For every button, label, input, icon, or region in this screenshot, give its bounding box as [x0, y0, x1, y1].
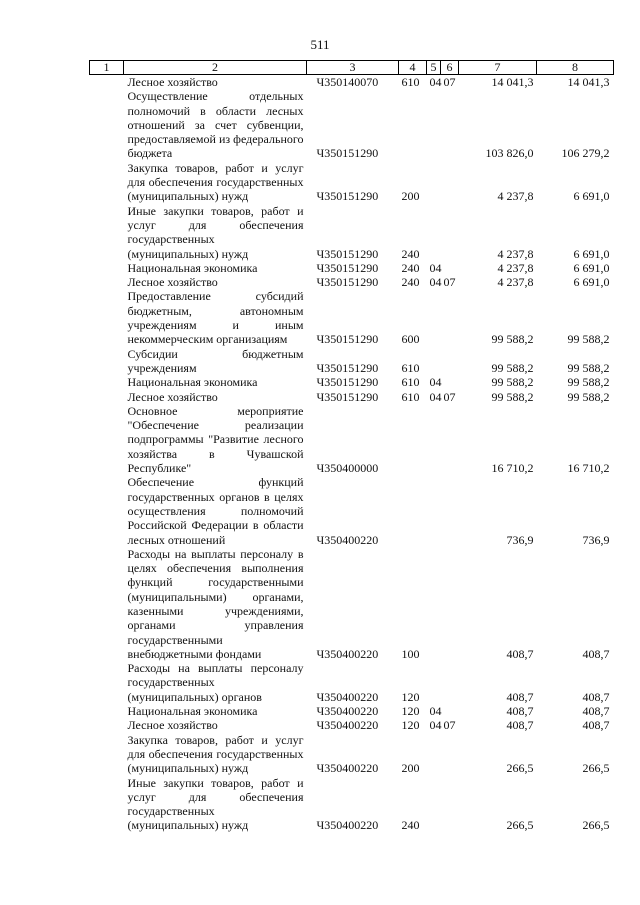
subsection-cell: [441, 733, 459, 776]
amount-year1-cell: 266,5: [506, 818, 534, 833]
column-header-1: 1: [90, 61, 124, 75]
item-name-cell: Лесное хозяйство: [127, 75, 218, 89]
amount-year1-cell: 4 237,8: [497, 260, 534, 275]
amount-year1-cell: 4 237,8: [497, 189, 534, 204]
row-index-cell: [90, 390, 124, 404]
row-index-cell: [90, 261, 124, 275]
expense-type-cell: [399, 475, 427, 546]
target-code-cell: Ч350400220: [316, 646, 379, 661]
table-row: [90, 547, 614, 661]
expense-type-cell: 120: [401, 689, 420, 704]
row-index-cell: [90, 275, 124, 289]
subsection-cell: [441, 261, 459, 275]
amount-year1-cell: 99 588,2: [491, 332, 534, 347]
target-code-cell: Ч350151290: [316, 146, 379, 161]
amount-year2-cell: 16 710,2: [567, 461, 610, 476]
table-row: [90, 404, 614, 475]
section-cell: [427, 404, 441, 475]
item-name-cell: Закупка товаров, работ и услуг для обеспечения государственных (муниципальных) нужд: [127, 732, 304, 776]
section-cell: [427, 289, 441, 346]
amount-year2-cell: 106 279,2: [561, 146, 610, 161]
amount-year2-cell: 408,7: [582, 646, 610, 661]
amount-year1-cell: 99 588,2: [491, 389, 534, 404]
column-header-6: 6: [441, 61, 459, 75]
amount-year1-cell: 103 826,0: [485, 146, 534, 161]
item-name-cell: Лесное хозяйство: [127, 275, 218, 290]
item-name-cell: Национальная экономика: [127, 704, 258, 719]
table-row: [90, 704, 614, 718]
section-cell: 04: [429, 260, 442, 275]
table-row: [90, 733, 614, 776]
amount-year1-cell: 408,7: [506, 718, 534, 733]
section-cell: [427, 161, 441, 204]
row-index-cell: [90, 289, 124, 346]
table-body: [90, 75, 614, 833]
table-row: [90, 776, 614, 833]
amount-year1-cell: 99 588,2: [491, 360, 534, 375]
subsection-cell: [441, 704, 459, 718]
subsection-cell: [441, 89, 459, 160]
budget-table: [89, 60, 614, 833]
amount-year2-cell: 266,5: [582, 818, 610, 833]
amount-year1-cell: 99 588,2: [491, 375, 534, 390]
section-cell: [427, 347, 441, 376]
target-code-cell: Ч350400220: [316, 704, 379, 719]
item-name-cell: Иные закупки товаров, работ и услуг для обеспечения государственных (муниципальных) нужд: [127, 203, 304, 261]
amount-year1-cell: 408,7: [506, 646, 534, 661]
target-code-cell: Ч350400220: [316, 689, 379, 704]
section-cell: [427, 733, 441, 776]
table-row: [90, 204, 614, 261]
amount-year2-cell: 266,5: [582, 761, 610, 776]
column-header-3: 3: [307, 61, 399, 75]
table-row: [90, 161, 614, 204]
target-code-cell: Ч350151290: [316, 246, 379, 261]
expense-type-cell: 120: [401, 718, 420, 733]
item-name-cell: Расходы на выплаты персоналу в целях обеспечения выполнения функций государственными (муниципальными) органами, казенными учреждениями, органами управления государственными внебюджетными фондами: [127, 546, 304, 661]
row-index-cell: [90, 776, 124, 833]
table-row: [90, 275, 614, 289]
amount-year2-cell: 6 691,0: [573, 275, 610, 290]
section-cell: 04: [429, 375, 442, 390]
target-code-cell: Ч350400220: [316, 818, 379, 833]
section-cell: 04: [429, 704, 442, 719]
amount-year1-cell: 4 237,8: [497, 246, 534, 261]
row-index-cell: [90, 733, 124, 776]
amount-year2-cell: 408,7: [582, 704, 610, 719]
expense-type-cell: 610: [401, 375, 420, 390]
table-row: [90, 261, 614, 275]
row-index-cell: [90, 547, 124, 661]
amount-year1-cell: 14 041,3: [491, 75, 534, 89]
target-code-cell: Ч350151290: [316, 389, 379, 404]
amount-year1-cell: 736,9: [506, 532, 534, 547]
amount-year1-cell: 16 710,2: [491, 461, 534, 476]
section-cell: [427, 661, 441, 704]
table-row: [90, 89, 614, 160]
column-header-2: 2: [124, 61, 307, 75]
expense-type-cell: 240: [401, 275, 420, 290]
amount-year2-cell: 408,7: [582, 689, 610, 704]
subsection-cell: [441, 661, 459, 704]
table-header-row: [90, 61, 614, 75]
item-name-cell: Обеспечение функций государственных органов в целях осуществления полномочий Российской Федерации в области лесных отношений: [127, 475, 304, 547]
row-index-cell: [90, 89, 124, 160]
amount-year2-cell: 6 691,0: [573, 260, 610, 275]
subsection-cell: [441, 547, 459, 661]
table-row: [90, 661, 614, 704]
item-name-cell: Основное мероприятие "Обеспечение реализации подпрограммы "Развитие лесного хозяйства в Чувашской Республике": [127, 403, 304, 476]
row-index-cell: [90, 75, 124, 90]
expense-type-cell: 240: [401, 260, 420, 275]
table-row: [90, 75, 614, 90]
amount-year1-cell: 266,5: [506, 761, 534, 776]
column-header-5: 5: [427, 61, 441, 75]
page-number: 511: [310, 37, 330, 52]
row-index-cell: [90, 161, 124, 204]
subsection-cell: [441, 375, 459, 389]
section-cell: [427, 204, 441, 261]
column-header-8: 8: [537, 61, 614, 75]
amount-year2-cell: 99 588,2: [567, 360, 610, 375]
item-name-cell: Расходы на выплаты персоналу государственных (муниципальных) органов: [127, 661, 304, 704]
expense-type-cell: 610: [401, 75, 420, 89]
expense-type-cell: 100: [401, 646, 420, 661]
subsection-cell: 07: [443, 718, 456, 733]
amount-year2-cell: 99 588,2: [567, 375, 610, 390]
row-index-cell: [90, 475, 124, 546]
row-index-cell: [90, 704, 124, 718]
section-cell: 04: [429, 389, 442, 404]
section-cell: 04: [429, 718, 442, 733]
section-cell: [427, 547, 441, 661]
target-code-cell: Ч350400220: [316, 532, 379, 547]
subsection-cell: 07: [443, 75, 456, 89]
item-name-cell: Лесное хозяйство: [127, 718, 218, 733]
target-code-cell: Ч350151290: [316, 332, 379, 347]
amount-year2-cell: 99 588,2: [567, 389, 610, 404]
expense-type-cell: 600: [401, 332, 420, 347]
target-code-cell: Ч350151290: [316, 360, 379, 375]
amount-year1-cell: 4 237,8: [497, 275, 534, 290]
item-name-cell: Национальная экономика: [127, 260, 258, 275]
subsection-cell: 07: [443, 275, 456, 290]
table-row: [90, 347, 614, 376]
item-name-cell: Национальная экономика: [127, 375, 258, 390]
section-cell: 04: [429, 75, 442, 89]
expense-type-cell: 200: [401, 761, 420, 776]
table-row: [90, 718, 614, 732]
expense-type-cell: 610: [401, 389, 420, 404]
section-cell: [427, 475, 441, 546]
amount-year2-cell: 736,9: [582, 532, 610, 547]
expense-type-cell: 120: [401, 704, 420, 719]
subsection-cell: [441, 204, 459, 261]
subsection-cell: 07: [443, 389, 456, 404]
amount-year2-cell: 14 041,3: [567, 75, 610, 89]
subsection-cell: [441, 347, 459, 376]
subsection-cell: [441, 289, 459, 346]
expense-type-cell: [399, 89, 427, 160]
amount-year2-cell: 99 588,2: [567, 332, 610, 347]
table-row: [90, 289, 614, 346]
target-code-cell: Ч350400220: [316, 718, 379, 733]
expense-type-cell: [399, 404, 427, 475]
subsection-cell: [441, 776, 459, 833]
amount-year2-cell: 6 691,0: [573, 189, 610, 204]
row-index-cell: [90, 661, 124, 704]
target-code-cell: Ч350400220: [316, 761, 379, 776]
item-name-cell: Иные закупки товаров, работ и услуг для обеспечения государственных (муниципальных) нужд: [127, 775, 304, 833]
item-name-cell: Лесное хозяйство: [127, 389, 218, 404]
expense-type-cell: 200: [401, 189, 420, 204]
row-index-cell: [90, 375, 124, 389]
row-index-cell: [90, 404, 124, 475]
item-name-cell: Субсидии бюджетным учреждениям: [127, 346, 304, 375]
expense-type-cell: 240: [401, 246, 420, 261]
row-index-cell: [90, 718, 124, 732]
subsection-cell: [441, 475, 459, 546]
expense-type-cell: 610: [401, 360, 420, 375]
amount-year2-cell: 6 691,0: [573, 246, 610, 261]
target-code-cell: Ч350151290: [316, 260, 379, 275]
section-cell: 04: [429, 275, 442, 290]
expense-type-cell: 240: [401, 818, 420, 833]
amount-year1-cell: 408,7: [506, 689, 534, 704]
row-index-cell: [90, 204, 124, 261]
table-row: [90, 390, 614, 404]
column-header-4: 4: [399, 61, 427, 75]
target-code-cell: Ч350151290: [316, 375, 379, 390]
subsection-cell: [441, 404, 459, 475]
section-cell: [427, 89, 441, 160]
target-code-cell: Ч350151290: [316, 189, 379, 204]
table-row: [90, 475, 614, 546]
target-code-cell: Ч350140070: [316, 75, 379, 89]
item-name-cell: Закупка товаров, работ и услуг для обеспечения государственных (муниципальных) нужд: [127, 160, 304, 204]
column-header-7: 7: [459, 61, 537, 75]
item-name-cell: Предоставление субсидий бюджетным, автономным учреждениям и иным некоммерческим организациям: [127, 289, 304, 347]
item-name-cell: Осуществление отдельных полномочий в области лесных отношений за счет субвенции, предоставляемой из федерального бюджета: [127, 89, 304, 161]
amount-year2-cell: 408,7: [582, 718, 610, 733]
table-row: [90, 375, 614, 389]
target-code-cell: Ч350400000: [316, 461, 379, 476]
row-index-cell: [90, 347, 124, 376]
section-cell: [427, 776, 441, 833]
target-code-cell: Ч350151290: [316, 275, 379, 290]
subsection-cell: [441, 161, 459, 204]
amount-year1-cell: 408,7: [506, 704, 534, 719]
